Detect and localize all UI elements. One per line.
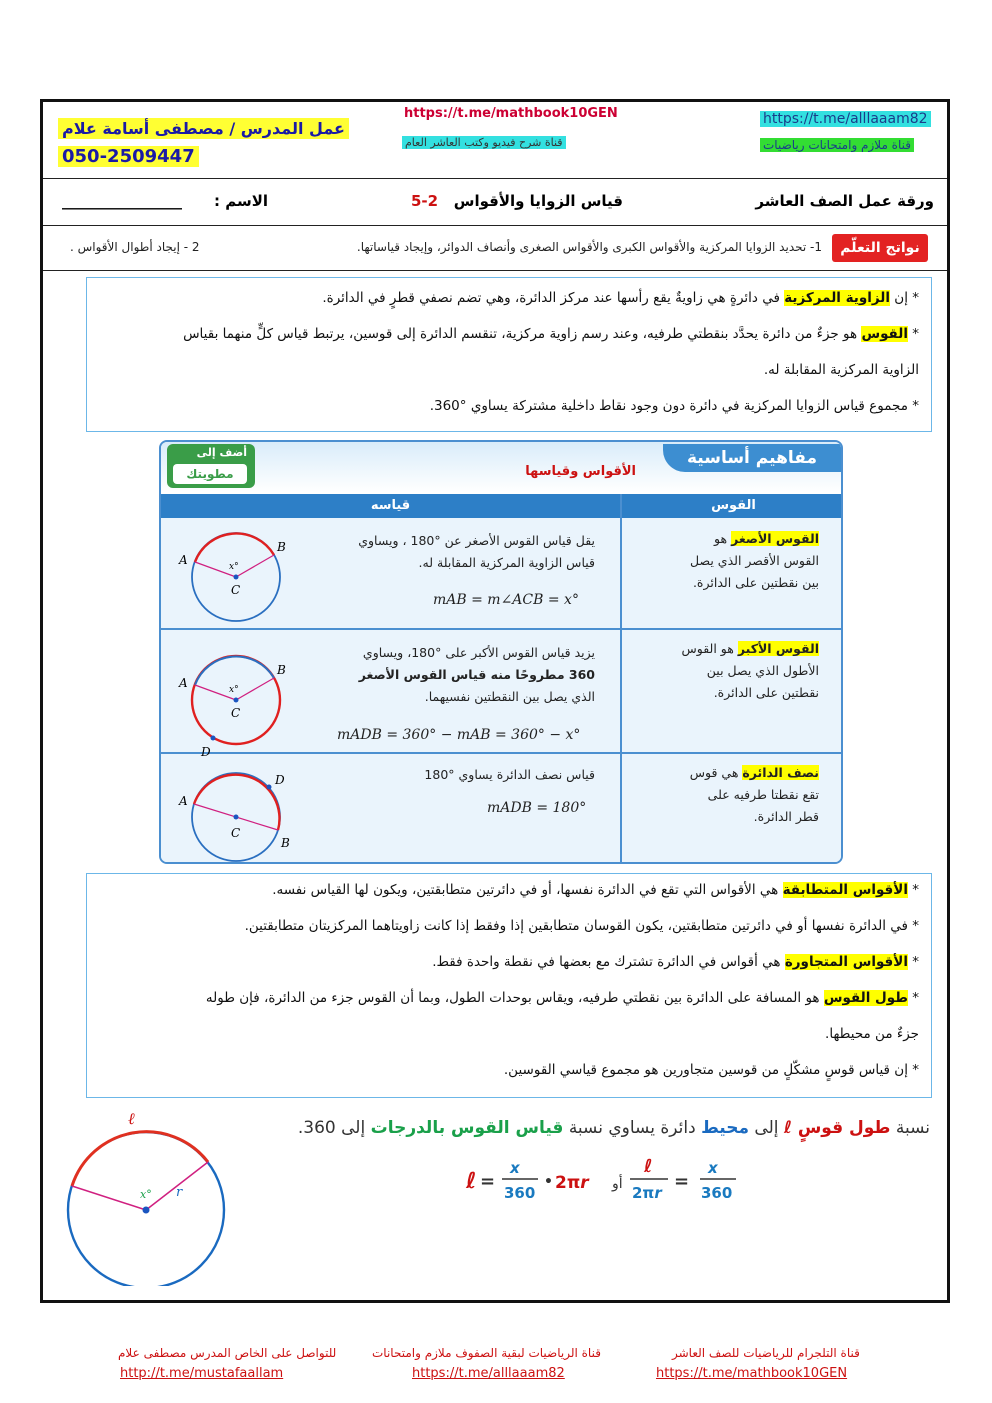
label-B: B xyxy=(281,836,290,850)
circle-diagrams xyxy=(171,522,301,862)
label-x: x° xyxy=(140,1188,152,1201)
label-B: B xyxy=(277,663,286,677)
label-C: C xyxy=(231,826,241,840)
sentence-text: إلى xyxy=(754,1118,779,1138)
term-minor-arc: القوس الأصغر xyxy=(731,531,819,546)
divider xyxy=(43,270,947,271)
foldable-label: مطويتك xyxy=(173,464,247,484)
measure-text: الذي يصل بين النقطتين نفسيهما. xyxy=(424,689,595,704)
name-label: الاسم : xyxy=(214,192,269,210)
label-D: D xyxy=(275,773,285,787)
minor-arc-measure xyxy=(295,530,595,574)
label-D: D xyxy=(201,745,211,759)
teacher-phone: 050-2509447 xyxy=(58,146,199,167)
arc-def xyxy=(183,326,919,342)
arc-desc-text: نقطتين على الدائرة. xyxy=(713,685,819,700)
arc-def-cont: الزاوية المركزية المقابلة له. xyxy=(763,362,919,378)
measure-text: قياس الزاوية المركزية المقابلة له. xyxy=(418,555,595,570)
learning-outcomes-badge: نواتج التعلّم xyxy=(832,234,928,262)
major-arc-diagram xyxy=(178,656,286,759)
add-to-foldable-badge xyxy=(167,444,255,488)
def-text: هو المسافة على الدائرة بين نقطتي طرفيه، ويقاس بوحدات الطول، وبما أن القوس جزء من الدائرة، فإن طوله xyxy=(205,990,820,1006)
formula-l: ℓ xyxy=(466,1169,477,1194)
definitions-box-2 xyxy=(86,873,932,1098)
footer-channel-link[interactable]: https://t.me/alllaaam82 xyxy=(412,1366,565,1381)
divider xyxy=(43,225,947,226)
arc-length-diagram xyxy=(58,1106,238,1286)
label-A: A xyxy=(179,553,188,567)
arc-desc-text: القوس الأقصر الذي يصل xyxy=(690,553,819,568)
term-major-arc: القوس الأكبر xyxy=(737,641,819,656)
svg-text:•: • xyxy=(544,1174,553,1190)
channel-center-label: قناة شرح فيديو وكتب العاشر العام xyxy=(402,136,566,149)
add-to-label: أضف إلى xyxy=(196,446,247,459)
arc-desc-text: هي قوس xyxy=(689,765,739,780)
bullet: * xyxy=(912,954,919,970)
term-arc-length: طول القوس xyxy=(823,990,908,1006)
congruent-arcs-theorem: * في الدائرة نفسها أو في دائرتين متطابقتين، يكون القوسان متطابقين إذا وفقط إذا كانت زاويتاهما المركزيتان متطابقتين. xyxy=(244,918,919,934)
svg-text:2πr: 2πr xyxy=(632,1184,662,1202)
term-congruent-arcs: الأقواس المتطابقة xyxy=(782,882,908,898)
svg-text:x: x xyxy=(708,1159,718,1177)
footer-channel-text: قناة الرياضيات لبقية الصفوف ملازم وامتحانات xyxy=(372,1346,601,1360)
definitions-box-1 xyxy=(86,277,932,432)
lesson-title-wrap xyxy=(382,192,652,210)
label-A: A xyxy=(179,676,188,690)
term-measure: قياس القوس بالدرجات xyxy=(370,1118,564,1138)
footer-telegram-link[interactable]: https://t.me/mathbook10GEN xyxy=(656,1366,848,1381)
formula-or: أو xyxy=(612,1176,623,1192)
formula-l: ℓ xyxy=(644,1156,653,1177)
label-C: C xyxy=(231,583,241,597)
term-circumference: محيط xyxy=(701,1118,749,1138)
term-arc: القوس xyxy=(861,326,908,342)
channel-right-label: قناة ملازم وامتحانات رياضيات xyxy=(760,138,914,152)
arc-length-formula xyxy=(460,1152,740,1208)
adjacent-arcs-def xyxy=(432,954,919,970)
footer-telegram-text: قناة التلجرام للرياضيات للصف العاشر xyxy=(672,1346,860,1360)
arc-desc-text: قطر الدائرة. xyxy=(753,809,819,824)
svg-text:2πr: 2πr xyxy=(555,1173,589,1193)
arc-desc-text: هو القوس xyxy=(681,641,734,656)
worksheet-title: ورقة عمل الصف العاشر xyxy=(755,192,934,210)
bullet-text: * إن xyxy=(894,290,919,306)
svg-text:=: = xyxy=(674,1171,690,1192)
semicircle-measure xyxy=(295,764,595,786)
key-concept-box xyxy=(159,440,843,864)
central-angle-def xyxy=(322,290,919,306)
congruent-arcs-def xyxy=(272,882,919,898)
footer-contact-link[interactable]: http://t.me/mustafaallam xyxy=(120,1366,284,1381)
sentence-text: دائرة يساوي نسبة xyxy=(568,1118,696,1138)
arc-length-def xyxy=(206,990,919,1006)
name-blank[interactable]: ________________ xyxy=(62,192,182,210)
major-arc-formula: mADB = 360° − mAB = 360° − x° xyxy=(337,727,581,743)
lesson-number: 2-5 xyxy=(410,192,439,210)
lesson-title: قياس الزوايا والأقواس xyxy=(453,192,624,210)
measure-text: 360 مطروحًا منه قياس القوس الأصغر xyxy=(358,667,595,682)
def-text: في دائرةٍ هي زاويةٌ يقع رأسها عند مركز الدائرة، وهي تضم نصفي قطرٍ في الدائرة. xyxy=(322,290,780,306)
sentence-text: إلى 360. xyxy=(297,1118,366,1138)
table-vsep xyxy=(620,494,622,864)
central-angle-sum: * مجموع قياس الزوايا المركزية في دائرة دون وجود نقاط داخلية مشتركة يساوي °360. xyxy=(429,398,919,414)
measure-text: يزيد قياس القوس الأكبر على °180، ويساوي xyxy=(362,645,595,660)
minor-arc-desc xyxy=(629,528,819,594)
major-arc-desc xyxy=(629,638,819,704)
term-semicircle: نصف الدائرة xyxy=(742,765,819,780)
divider xyxy=(43,178,947,179)
arc-desc-text: بين نقطتين على الدائرة. xyxy=(692,575,819,590)
label-l: ℓ xyxy=(128,1109,135,1128)
concept-subtitle: الأقواس وقياسها xyxy=(525,464,636,479)
major-arc-measure xyxy=(295,642,595,708)
svg-text:360: 360 xyxy=(701,1184,733,1202)
minor-arc-diagram xyxy=(178,533,286,621)
label-C: C xyxy=(231,706,241,720)
arc-desc-text: هو xyxy=(714,531,728,546)
svg-text:360: 360 xyxy=(504,1184,536,1202)
bullet: * xyxy=(912,882,919,898)
svg-text:x: x xyxy=(510,1159,520,1177)
bullet: * xyxy=(912,990,919,1006)
teacher-name: عمل المدرس / مصطفى أسامة علام xyxy=(58,118,349,139)
term-length: طول قوسٍ ℓ xyxy=(783,1118,891,1138)
outcome-2: 2 - إيجاد أطوال الأقواس . xyxy=(70,240,200,254)
bullet-text: * xyxy=(912,326,919,342)
label-x: x° xyxy=(229,685,239,695)
term-central-angle: الزاوية المركزية xyxy=(784,290,890,306)
col-header-measure: قياسه xyxy=(161,494,620,518)
label-x: x° xyxy=(229,562,239,572)
def-text: هي الأقواس التي تقع في الدائرة نفسها، أو في دائرتين متطابقتين، ويكون لها القياس نفسه. xyxy=(272,882,779,898)
arc-length-ratio-sentence xyxy=(298,1118,930,1138)
def-text: هو جزءٌ من دائرة يحدَّد بنقطتي طرفيه، وعند رسم زاوية مركزية، تنقسم الدائرة إلى قوسين، يرتبط قياس كلٍّ منهما بقياس xyxy=(183,326,858,342)
semicircle-desc xyxy=(629,762,819,828)
minor-arc-formula: mAB = m∠ACB = x° xyxy=(433,592,579,608)
arc-length-def-cont: جزءٌ من محيطها. xyxy=(825,1026,919,1042)
link-alllaaam[interactable]: https://t.me/alllaaam82 xyxy=(760,111,931,127)
def-text: هي أقواس في الدائرة تشترك مع بعضها في نقطة واحدة فقط. xyxy=(432,954,781,970)
sentence-text: نسبة xyxy=(895,1118,930,1138)
measure-text: قياس نصف الدائرة يساوي °180 xyxy=(424,767,595,782)
semicircle-diagram xyxy=(178,773,290,861)
label-r: r xyxy=(176,1185,183,1200)
arc-desc-text: الأطول الذي يصل بين xyxy=(706,663,819,678)
arc-addition: * إن قياس قوسٍ مشكّلٍ من قوسين متجاورين هو مجموع قياسي القوسين. xyxy=(503,1062,919,1078)
link-mathbook[interactable]: https://t.me/mathbook10GEN xyxy=(404,106,618,121)
measure-text: يقل قياس القوس الأصغر عن °180 ، ويساوي xyxy=(358,533,595,548)
col-header-arc: القوس xyxy=(622,494,843,518)
svg-text:=: = xyxy=(480,1171,496,1192)
concept-title: مفاهيم أساسية xyxy=(663,444,841,472)
arc-desc-text: تقع نقطتا طرفيه على xyxy=(707,787,819,802)
semicircle-formula: mADB = 180° xyxy=(487,800,587,816)
label-A: A xyxy=(179,794,188,808)
footer-contact-text: للتواصل على الخاص المدرس مصطفى علام xyxy=(118,1346,337,1360)
label-B: B xyxy=(277,540,286,554)
outcome-1: 1- تحديد الزوايا المركزية والأقواس الكبرى والأقواس الصغرى وأنصاف الدوائر، وإيجاد قياساتها. xyxy=(356,240,822,254)
term-adjacent-arcs: الأقواس المتجاورة xyxy=(784,954,908,970)
